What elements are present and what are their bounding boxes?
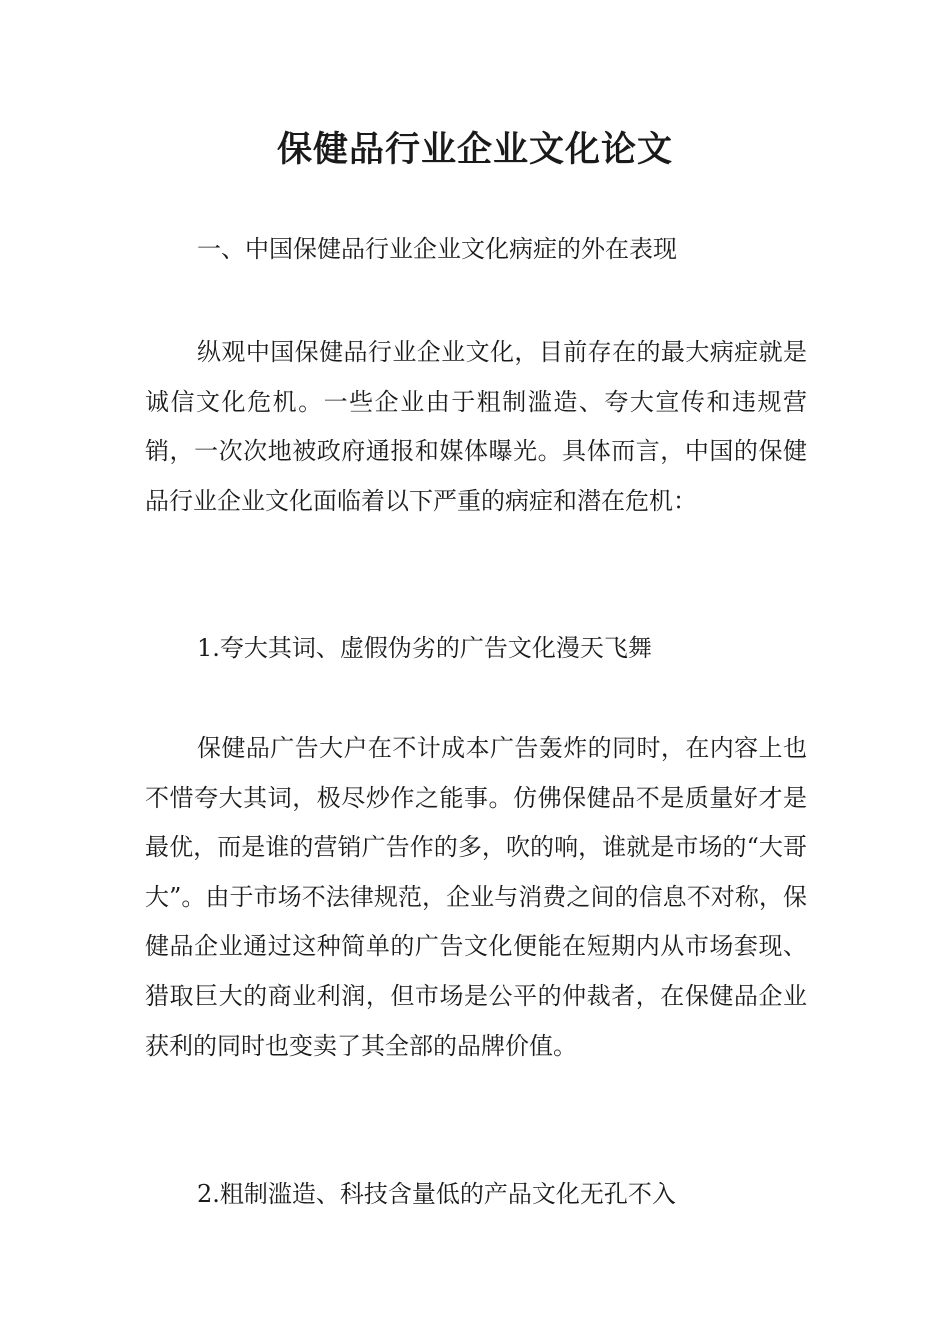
subheading-2: 2.粗制滥造、科技含量低的产品文化无孔不入: [197, 1180, 676, 1208]
paragraph-2: 保健品广告大户在不计成本广告轰炸的同时，在内容上也不惜夸大其词，极尽炒作之能事。仿佛保健品不是质量好才是最优，而是谁的营销广告作的多，吹的响，谁就是市场的“大哥大”。由于市场不法律规范，企业与消费之间的信息不对称，保健品企业通过这种简单的广告文化便能在短期内从市场套现、猎取巨大的商业利润，但市场是公平的仲裁者，在保健品企业获利的同时也变卖了其全部的品牌价值。: [145, 734, 807, 1060]
subheading-1: 1.夸大其词、虚假伪劣的广告文化漫天飞舞: [197, 634, 652, 662]
paragraph-1: 纵观中国保健品行业企业文化，目前存在的最大病症就是诚信文化危机。一些企业由于粗制滥造、夸大宣传和违规营销，一次次地被政府通报和媒体曝光。具体而言，中国的保健品行业企业文化面临着以下严重的病症和潜在危机：: [145, 338, 807, 515]
document-title: 保健品行业企业文化论文: [276, 130, 673, 170]
section-heading-1: 一、中国保健品行业企业文化病症的外在表现: [197, 235, 677, 263]
